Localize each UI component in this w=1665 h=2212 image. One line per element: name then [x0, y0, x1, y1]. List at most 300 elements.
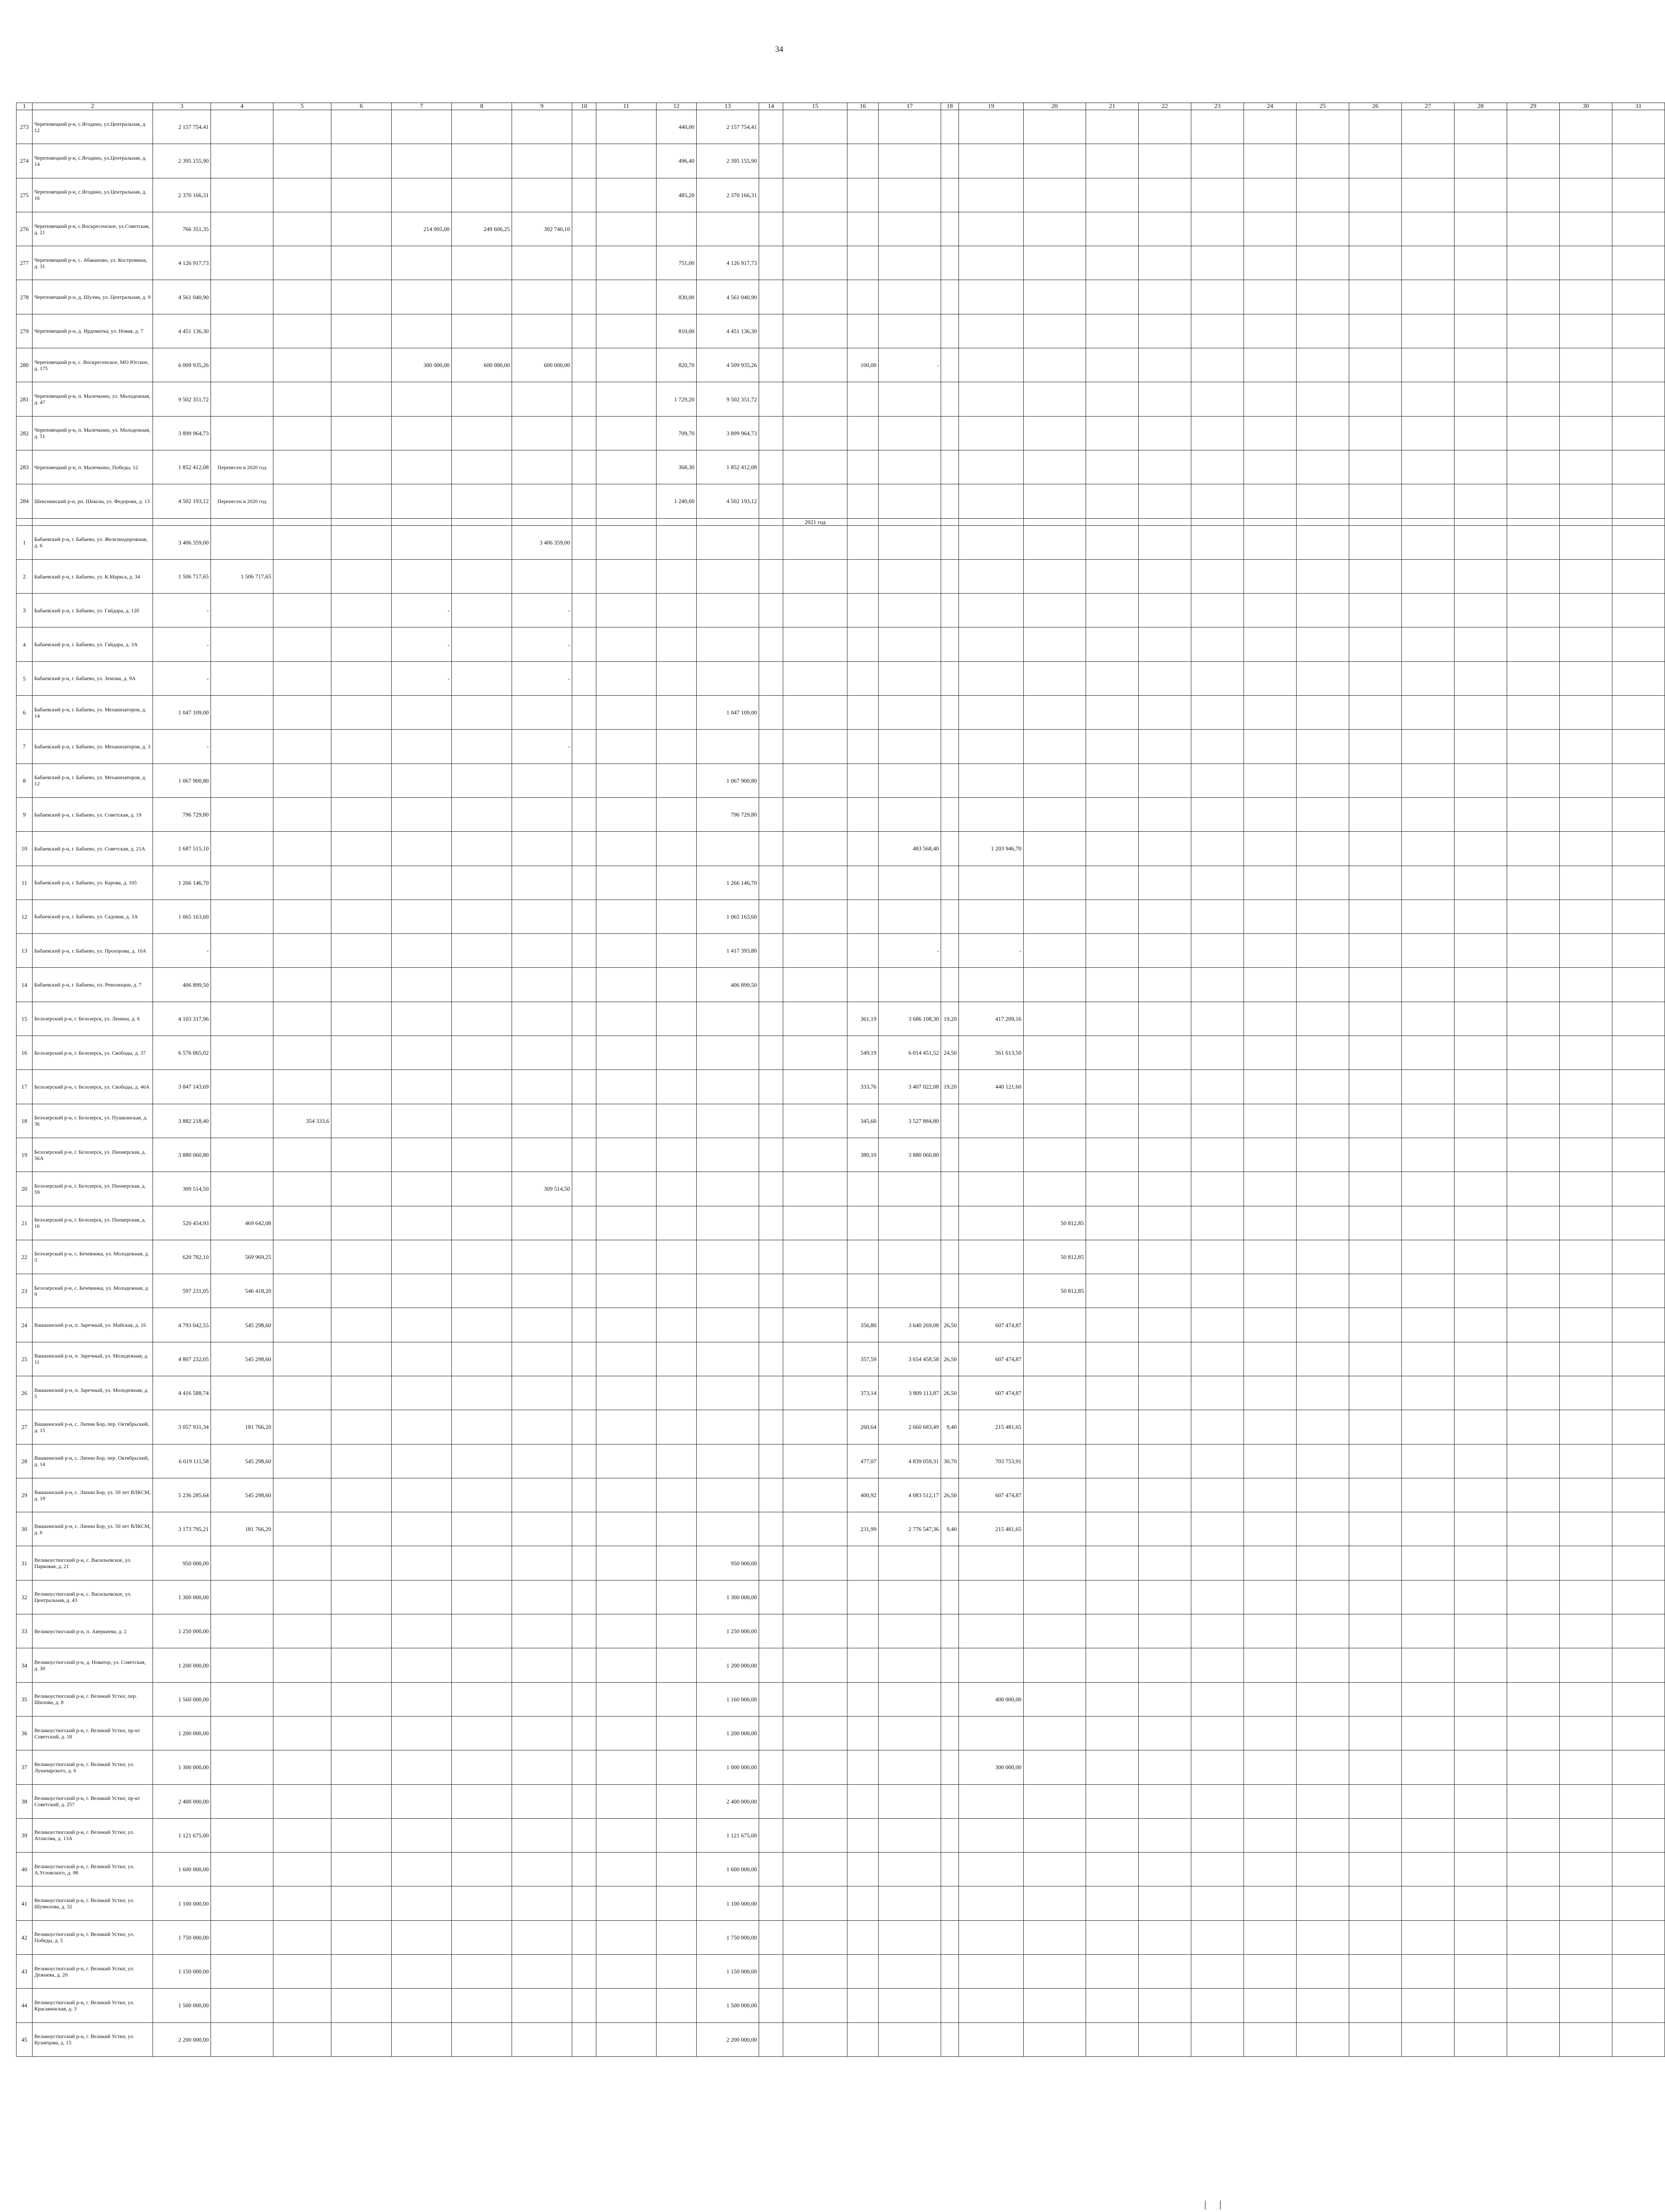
empty-cell: [1560, 1070, 1612, 1104]
empty-cell: [759, 1104, 783, 1138]
empty-cell: [1560, 1818, 1612, 1852]
value-cell: 1 047 109,00: [153, 696, 211, 730]
empty-cell: [879, 2022, 941, 2056]
header-cell: 31: [1612, 103, 1665, 110]
empty-cell: [1024, 1512, 1086, 1546]
empty-cell: [596, 450, 657, 484]
empty-cell: [512, 1682, 572, 1716]
empty-cell: [1560, 1410, 1612, 1444]
empty-cell: [392, 1308, 452, 1342]
empty-cell: [1139, 1989, 1191, 2022]
empty-cell: [1349, 110, 1402, 144]
empty-cell: [959, 525, 1024, 559]
table-row: [17, 280, 1665, 314]
empty-cell: [452, 1580, 512, 1614]
empty-cell: [657, 696, 697, 730]
empty-cell: [211, 280, 273, 314]
empty-cell: [273, 450, 331, 484]
empty-cell: [959, 1240, 1024, 1274]
value-cell: -: [153, 661, 211, 695]
empty-cell: [783, 934, 847, 968]
empty-cell: [512, 1784, 572, 1818]
value-cell: 1 266 146,70: [153, 866, 211, 900]
empty-cell: [759, 450, 783, 484]
empty-cell: [697, 559, 759, 593]
empty-cell: [759, 110, 783, 144]
empty-cell: [572, 763, 596, 797]
empty-cell: [1612, 832, 1665, 866]
row-number: 40: [17, 1853, 33, 1886]
empty-cell: [1507, 934, 1560, 968]
empty-cell: [1402, 1648, 1454, 1682]
address-cell: Белозерский р-н, г. Белозерск, ул. Пушкинская, д. 36: [33, 1104, 153, 1138]
empty-cell: [273, 178, 331, 212]
empty-cell: [392, 1274, 452, 1308]
value-cell: 3 527 884,80: [879, 1104, 941, 1138]
value-cell: 1 200 000,00: [153, 1716, 211, 1750]
value-cell: 4 126 917,73: [697, 246, 759, 280]
empty-cell: [596, 832, 657, 866]
empty-cell: [331, 1546, 392, 1580]
empty-cell: [1507, 1546, 1560, 1580]
empty-cell: [941, 246, 959, 280]
empty-cell: [1612, 1955, 1665, 1989]
empty-cell: [959, 763, 1024, 797]
empty-cell: [17, 518, 33, 525]
empty-cell: [1139, 1376, 1191, 1410]
value-cell: 1 250 000,00: [697, 1614, 759, 1648]
empty-cell: [1560, 934, 1612, 968]
empty-cell: [1507, 1614, 1560, 1648]
empty-cell: [596, 1546, 657, 1580]
value-cell: 1 047 109,00: [697, 696, 759, 730]
value-cell: -: [512, 594, 572, 627]
empty-cell: [1349, 1138, 1402, 1172]
empty-cell: [941, 1989, 959, 2022]
empty-cell: [759, 2022, 783, 2056]
empty-cell: [657, 594, 697, 627]
empty-cell: [847, 518, 879, 525]
empty-cell: [1297, 416, 1349, 450]
row-number: 4: [17, 627, 33, 661]
empty-cell: [596, 1274, 657, 1308]
empty-cell: [1454, 314, 1507, 348]
empty-cell: [759, 1512, 783, 1546]
row-number: 20: [17, 1172, 33, 1206]
table-row: [17, 1955, 1665, 1989]
empty-cell: [1024, 1853, 1086, 1886]
value-cell: 4 416 588,74: [153, 1376, 211, 1410]
value-cell: 4 502 193,12: [153, 484, 211, 518]
empty-cell: [1244, 1648, 1297, 1682]
empty-cell: [392, 450, 452, 484]
empty-cell: [657, 1546, 697, 1580]
empty-cell: [1349, 1206, 1402, 1240]
empty-cell: [1507, 1104, 1560, 1138]
empty-cell: [759, 178, 783, 212]
empty-cell: [392, 1818, 452, 1852]
empty-cell: [1402, 484, 1454, 518]
value-cell: 26,50: [941, 1376, 959, 1410]
empty-cell: [959, 518, 1024, 525]
empty-cell: [1454, 1308, 1507, 1342]
value-cell: 4 083 512,17: [879, 1478, 941, 1512]
value-cell: 1 852 412,08: [697, 450, 759, 484]
value-cell: 356,80: [847, 1308, 879, 1342]
empty-cell: [331, 178, 392, 212]
empty-cell: [1402, 1580, 1454, 1614]
empty-cell: [879, 763, 941, 797]
empty-cell: [1560, 110, 1612, 144]
empty-cell: [596, 1478, 657, 1512]
empty-cell: [1612, 730, 1665, 763]
empty-cell: [1244, 484, 1297, 518]
address-cell: Бабаевский р-н, г. Бабаево, ул. Железнодорожная, д. 6: [33, 525, 153, 559]
table-row: [17, 1308, 1665, 1342]
empty-cell: [959, 1955, 1024, 1989]
empty-cell: [1507, 144, 1560, 178]
value-cell: 1 200 000,00: [697, 1716, 759, 1750]
empty-cell: [1507, 518, 1560, 525]
row-number: 278: [17, 280, 33, 314]
empty-cell: [1507, 763, 1560, 797]
empty-cell: [331, 1376, 392, 1410]
empty-cell: [1191, 1546, 1244, 1580]
empty-cell: [941, 212, 959, 246]
value-cell: -: [512, 627, 572, 661]
row-number: 5: [17, 661, 33, 695]
empty-cell: [512, 1818, 572, 1852]
empty-cell: [1402, 1955, 1454, 1989]
empty-cell: [1349, 1104, 1402, 1138]
empty-cell: [759, 696, 783, 730]
address-cell: Великоустюгский р-н, г. Великий Устюг, ул. Луначарского, д. 6: [33, 1750, 153, 1784]
empty-cell: [572, 797, 596, 831]
address-cell: Бабаевский р-н, г. Бабаево, ул. Механизаторов, д. 3: [33, 730, 153, 763]
empty-cell: [1454, 484, 1507, 518]
empty-cell: [452, 1989, 512, 2022]
empty-cell: [1507, 797, 1560, 831]
empty-cell: [1507, 661, 1560, 695]
empty-cell: [596, 1308, 657, 1342]
address-cell: Бабаевский р-н, г. Бабаево, ул. Гайдара, д. 12б: [33, 594, 153, 627]
empty-cell: [1191, 1376, 1244, 1410]
empty-cell: [1024, 1546, 1086, 1580]
empty-cell: [759, 1138, 783, 1172]
header-cell: 28: [1454, 103, 1507, 110]
empty-cell: [392, 1580, 452, 1614]
empty-cell: [1612, 1002, 1665, 1036]
empty-cell: [847, 314, 879, 348]
empty-cell: [1024, 1955, 1086, 1989]
empty-cell: [1612, 696, 1665, 730]
empty-cell: [1139, 1716, 1191, 1750]
empty-cell: [452, 832, 512, 866]
empty-cell: [1086, 280, 1139, 314]
empty-cell: [1139, 1546, 1191, 1580]
empty-cell: [596, 212, 657, 246]
empty-cell: [847, 212, 879, 246]
empty-cell: [1191, 627, 1244, 661]
empty-cell: [847, 1989, 879, 2022]
empty-cell: [1349, 1036, 1402, 1070]
empty-cell: [273, 382, 331, 416]
address-cell: Великоустюгский р-н, д. Новатор, ул. Советская, д. 30: [33, 1648, 153, 1682]
empty-cell: [596, 1376, 657, 1410]
empty-cell: [1612, 1989, 1665, 2022]
empty-cell: [1024, 280, 1086, 314]
empty-cell: [657, 2022, 697, 2056]
empty-cell: [512, 1580, 572, 1614]
empty-cell: [331, 627, 392, 661]
table-row: [17, 1104, 1665, 1138]
empty-cell: [512, 416, 572, 450]
value-cell: 1 203 946,70: [959, 832, 1024, 866]
empty-cell: [211, 1750, 273, 1784]
empty-cell: [1560, 178, 1612, 212]
empty-cell: [211, 1376, 273, 1410]
empty-cell: [1139, 246, 1191, 280]
value-cell: 9 502 351,72: [153, 382, 211, 416]
empty-cell: [1402, 1444, 1454, 1478]
empty-cell: [1507, 450, 1560, 484]
empty-cell: [1297, 1580, 1349, 1614]
empty-cell: [1454, 525, 1507, 559]
empty-cell: [959, 1853, 1024, 1886]
empty-cell: [1139, 212, 1191, 246]
empty-cell: [1349, 1750, 1402, 1784]
value-cell: 520 454,93: [153, 1206, 211, 1240]
empty-cell: [959, 1546, 1024, 1580]
empty-cell: [783, 832, 847, 866]
empty-cell: [1612, 1920, 1665, 1954]
empty-cell: [211, 1886, 273, 1920]
empty-cell: [1560, 1478, 1612, 1512]
empty-cell: [1024, 1070, 1086, 1104]
empty-cell: [879, 518, 941, 525]
empty-cell: [392, 525, 452, 559]
empty-cell: [1297, 178, 1349, 212]
value-cell: 3 057 931,34: [153, 1410, 211, 1444]
empty-cell: [1139, 1750, 1191, 1784]
empty-cell: [1191, 1104, 1244, 1138]
row-number: 45: [17, 2022, 33, 2056]
empty-cell: [759, 212, 783, 246]
empty-cell: [1297, 1138, 1349, 1172]
table-row: [17, 1240, 1665, 1274]
row-number: 11: [17, 866, 33, 900]
empty-cell: [1024, 1172, 1086, 1206]
table-row: [17, 1546, 1665, 1580]
value-cell: 1 065 163,60: [697, 900, 759, 933]
table-row: [17, 1376, 1665, 1410]
empty-cell: [1244, 1376, 1297, 1410]
empty-cell: [1349, 1989, 1402, 2022]
address-cell: Бабаевский р-н, г. Бабаево, ул. Советская, д. 19: [33, 797, 153, 831]
empty-cell: [1024, 1410, 1086, 1444]
empty-cell: [941, 2022, 959, 2056]
value-cell: 703 753,91: [959, 1444, 1024, 1478]
empty-cell: [1560, 866, 1612, 900]
value-cell: -: [392, 627, 452, 661]
empty-cell: [1612, 1308, 1665, 1342]
empty-cell: [879, 1206, 941, 1240]
empty-cell: [697, 1104, 759, 1138]
value-cell: 1 560 000,00: [153, 1682, 211, 1716]
empty-cell: [941, 1274, 959, 1308]
empty-cell: [959, 730, 1024, 763]
empty-cell: [1612, 1240, 1665, 1274]
value-cell: 1 100 000,00: [697, 1886, 759, 1920]
empty-cell: [1024, 1682, 1086, 1716]
empty-cell: [959, 1580, 1024, 1614]
empty-cell: [572, 627, 596, 661]
row-number: 19: [17, 1138, 33, 1172]
empty-cell: [1139, 1955, 1191, 1989]
empty-cell: [1560, 1376, 1612, 1410]
table-row: [17, 1682, 1665, 1716]
empty-cell: [657, 1342, 697, 1376]
empty-cell: [1349, 594, 1402, 627]
empty-cell: [879, 1853, 941, 1886]
empty-cell: [392, 1206, 452, 1240]
empty-cell: [1297, 1274, 1349, 1308]
empty-cell: [1086, 1308, 1139, 1342]
empty-cell: [1139, 1104, 1191, 1138]
value-cell: 950 000,00: [153, 1546, 211, 1580]
empty-cell: [1244, 246, 1297, 280]
empty-cell: [273, 484, 331, 518]
empty-cell: [1349, 484, 1402, 518]
empty-cell: [1297, 144, 1349, 178]
value-cell: 545 298,60: [211, 1444, 273, 1478]
empty-cell: [1454, 1172, 1507, 1206]
empty-cell: [452, 1682, 512, 1716]
value-cell: 302 740,10: [512, 212, 572, 246]
empty-cell: [1349, 1444, 1402, 1478]
empty-cell: [1139, 559, 1191, 593]
empty-cell: [331, 1206, 392, 1240]
empty-cell: [1244, 832, 1297, 866]
empty-cell: [392, 416, 452, 450]
empty-cell: [941, 661, 959, 695]
empty-cell: [452, 1342, 512, 1376]
address-cell: Белозерский р-н, г. Белозерск, ул. Пионерская, д. 16: [33, 1206, 153, 1240]
empty-cell: [1402, 730, 1454, 763]
empty-cell: [959, 1648, 1024, 1682]
empty-cell: [941, 1206, 959, 1240]
empty-cell: [879, 1172, 941, 1206]
value-cell: 2 660 683,49: [879, 1410, 941, 1444]
empty-cell: [1086, 1206, 1139, 1240]
empty-cell: [759, 1614, 783, 1648]
empty-cell: [941, 866, 959, 900]
empty-cell: [1191, 382, 1244, 416]
empty-cell: [847, 1614, 879, 1648]
empty-cell: [512, 314, 572, 348]
empty-cell: [1402, 900, 1454, 933]
empty-cell: [1024, 763, 1086, 797]
empty-cell: [331, 212, 392, 246]
empty-cell: [657, 1002, 697, 1036]
empty-cell: [657, 1172, 697, 1206]
empty-cell: [759, 1376, 783, 1410]
empty-cell: [512, 1648, 572, 1682]
empty-cell: [783, 1648, 847, 1682]
empty-cell: [1612, 110, 1665, 144]
empty-cell: [959, 450, 1024, 484]
empty-cell: [759, 661, 783, 695]
empty-cell: [1139, 1172, 1191, 1206]
empty-cell: [1612, 1682, 1665, 1716]
empty-cell: [1024, 1478, 1086, 1512]
empty-cell: [1560, 797, 1612, 831]
empty-cell: [392, 246, 452, 280]
empty-cell: [941, 1886, 959, 1920]
header-cell: 17: [879, 103, 941, 110]
row-number: 39: [17, 1818, 33, 1852]
empty-cell: [759, 1274, 783, 1308]
empty-cell: [1560, 730, 1612, 763]
empty-cell: [783, 416, 847, 450]
header-cell: 26: [1349, 103, 1402, 110]
empty-cell: [392, 1955, 452, 1989]
empty-cell: [392, 730, 452, 763]
empty-cell: [512, 763, 572, 797]
empty-cell: [1244, 212, 1297, 246]
empty-cell: [847, 594, 879, 627]
empty-cell: [1454, 1784, 1507, 1818]
empty-cell: [1139, 1682, 1191, 1716]
empty-cell: [1507, 1274, 1560, 1308]
empty-cell: [512, 1104, 572, 1138]
empty-cell: [331, 1682, 392, 1716]
empty-cell: [1402, 1410, 1454, 1444]
value-cell: 6 576 065,02: [153, 1036, 211, 1070]
empty-cell: [211, 2022, 273, 2056]
value-cell: 1 150 000,00: [697, 1955, 759, 1989]
empty-cell: [1402, 763, 1454, 797]
empty-cell: [1402, 1376, 1454, 1410]
empty-cell: [452, 525, 512, 559]
empty-cell: [1402, 110, 1454, 144]
empty-cell: [1191, 1955, 1244, 1989]
empty-cell: [392, 763, 452, 797]
empty-cell: [596, 1580, 657, 1614]
value-cell: 3 686 108,30: [879, 1002, 941, 1036]
empty-cell: [657, 1886, 697, 1920]
empty-cell: [331, 1920, 392, 1954]
empty-cell: [1454, 1240, 1507, 1274]
address-cell: Великоустюгский р-н, с. Васильевское, ул. Парковая, д. 21: [33, 1546, 153, 1580]
empty-cell: [847, 1240, 879, 1274]
value-cell: 545 298,60: [211, 1308, 273, 1342]
empty-cell: [452, 763, 512, 797]
empty-cell: [512, 866, 572, 900]
value-cell: 6 009 935,26: [153, 348, 211, 382]
empty-cell: [452, 1104, 512, 1138]
empty-cell: [1349, 280, 1402, 314]
empty-cell: [1560, 484, 1612, 518]
empty-cell: [1244, 1853, 1297, 1886]
address-cell: Череповецкий р-н, д. Ирдоматка, ул. Новая, д. 7: [33, 314, 153, 348]
empty-cell: [331, 1648, 392, 1682]
empty-cell: [657, 1648, 697, 1682]
empty-cell: [941, 1784, 959, 1818]
empty-cell: [1612, 382, 1665, 416]
empty-cell: [1454, 348, 1507, 382]
empty-cell: [211, 525, 273, 559]
